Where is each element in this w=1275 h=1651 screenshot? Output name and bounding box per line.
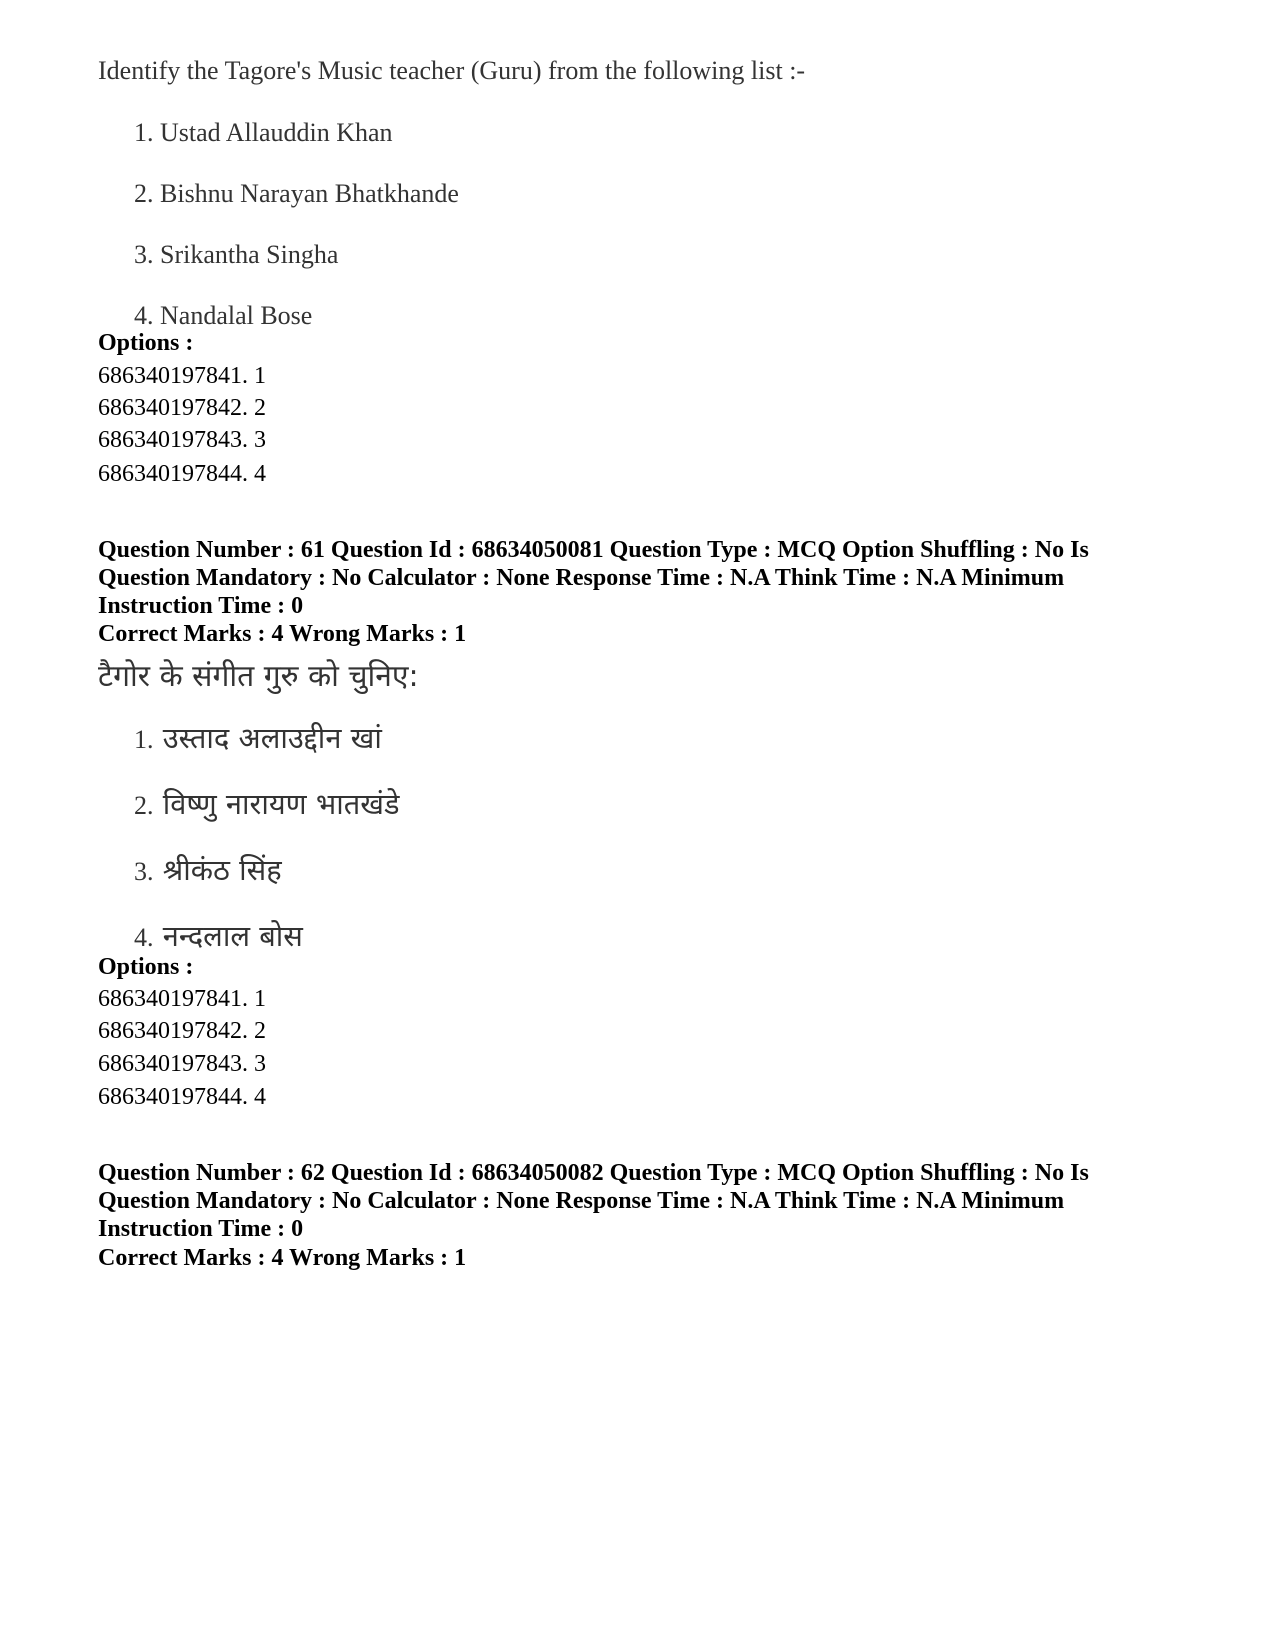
meta-line-2: Question Mandatory : No Calculator : None Response Time : N.A Think Time : N.A Minimum	[98, 1188, 1065, 1214]
question-item-hindi-2	[134, 784, 400, 823]
item-text: श्रीकंठ सिंह	[162, 853, 282, 887]
question-item-2: 2. Bishnu Narayan Bhatkhande	[134, 179, 459, 208]
option-3: 686340197843. 3	[98, 427, 266, 453]
options-label: Options :	[98, 954, 194, 980]
question-item-hindi-1	[134, 718, 382, 757]
question-meta	[98, 536, 1178, 620]
question-item-hindi-4	[134, 916, 303, 955]
question-item-3: 3. Srikantha Singha	[134, 240, 339, 269]
question-item-1: 1. Ustad Allauddin Khan	[134, 118, 393, 147]
item-number: 1.	[134, 725, 154, 754]
meta-line-1: Question Number : 61 Question Id : 68634050081 Question Type : MCQ Option Shuffling : No Is	[98, 537, 1089, 563]
options-label: Options :	[98, 330, 194, 356]
item-number: 4.	[134, 923, 154, 952]
option-4: 686340197844. 4	[98, 461, 266, 487]
meta-line-1: Question Number : 62 Question Id : 68634050082 Question Type : MCQ Option Shuffling : No Is	[98, 1160, 1089, 1186]
question-item-hindi-3	[134, 850, 282, 889]
option-3: 686340197843. 3	[98, 1051, 266, 1077]
meta-line-2: Question Mandatory : No Calculator : None Response Time : N.A Think Time : N.A Minimum	[98, 565, 1065, 591]
item-text: विष्णु नारायण भातखंडे	[162, 787, 400, 821]
marks-line: Correct Marks : 4 Wrong Marks : 1	[98, 1245, 467, 1271]
marks-line: Correct Marks : 4 Wrong Marks : 1	[98, 621, 467, 647]
item-text: उस्ताद अलाउद्दीन खां	[162, 721, 382, 755]
question-item-4: 4. Nandalal Bose	[134, 301, 313, 330]
option-1: 686340197841. 1	[98, 986, 266, 1012]
item-number: 2.	[134, 791, 154, 820]
meta-line-3: Instruction Time : 0	[98, 1216, 304, 1242]
question-prompt-english: Identify the Tagore's Music teacher (Guru) from the following list :-	[98, 56, 806, 85]
option-2: 686340197842. 2	[98, 395, 266, 421]
option-1: 686340197841. 1	[98, 363, 266, 389]
question-prompt-hindi: टैगोर के संगीत गुरु को चुनिए:	[98, 659, 419, 694]
option-4: 686340197844. 4	[98, 1084, 266, 1110]
option-2: 686340197842. 2	[98, 1018, 266, 1044]
meta-line-3: Instruction Time : 0	[98, 593, 304, 619]
question-meta	[98, 1159, 1178, 1243]
item-text: नन्दलाल बोस	[162, 919, 303, 953]
item-number: 3.	[134, 857, 154, 886]
